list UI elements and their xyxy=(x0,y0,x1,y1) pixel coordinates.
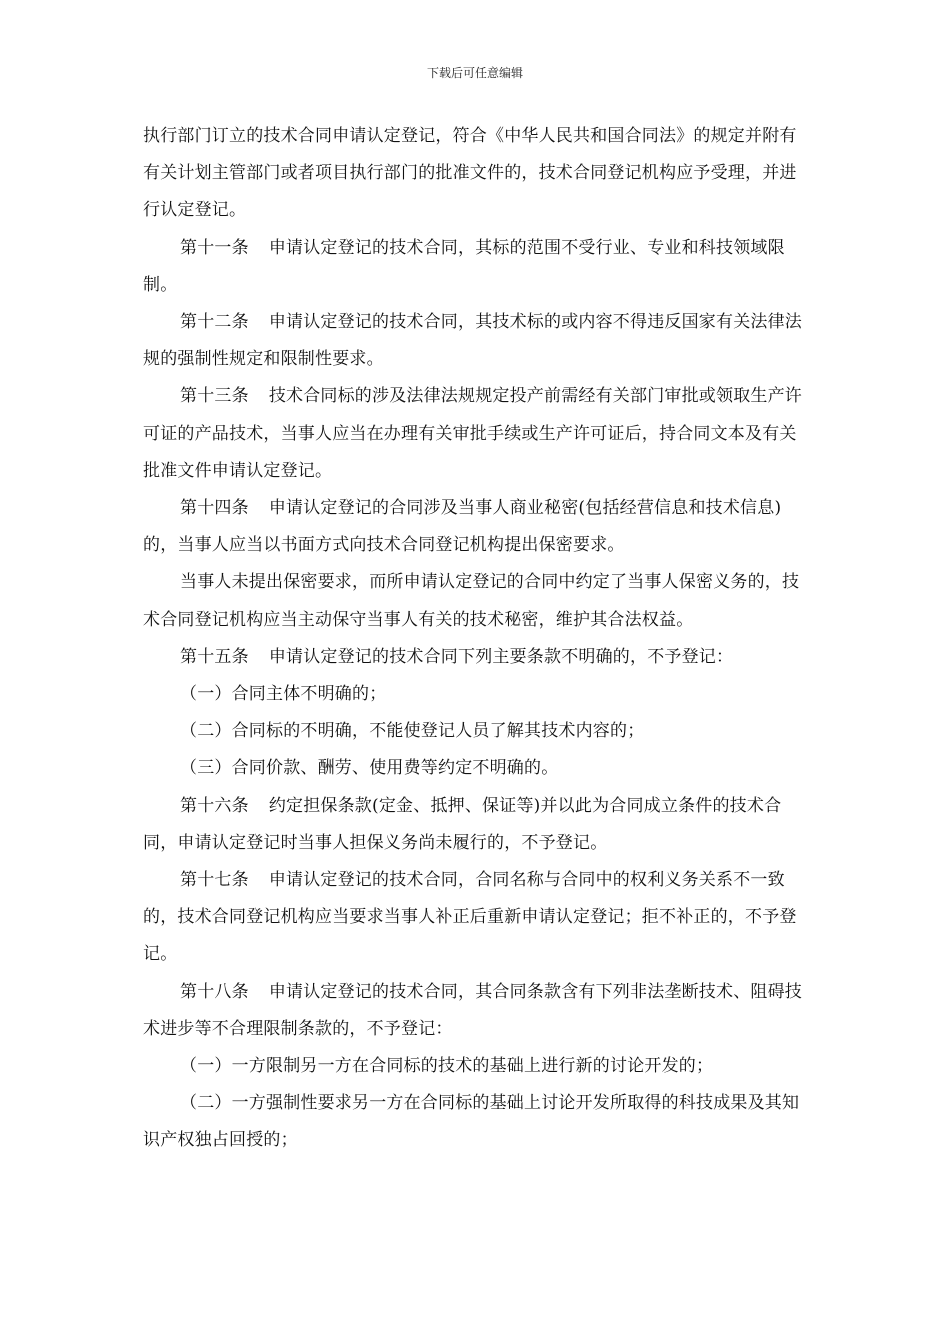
list-item: （一）一方限制另一方在合同标的技术的基础上进行新的讨论开发的； xyxy=(180,1056,714,1077)
article-number: 第十二条 xyxy=(180,312,249,333)
article-number: 第十四条 xyxy=(180,498,249,519)
article-text: 申请认定登记的技术合同，其标的范围不受行业、专业和科技领域限制。 xyxy=(143,237,785,295)
article-12 xyxy=(143,304,807,378)
article-number: 第十五条 xyxy=(180,646,249,667)
article-number: 第十一条 xyxy=(180,237,249,258)
article-text: 申请认定登记的技术合同，其技术标的或内容不得违反国家有关法律法规的强制性规定和限制性要求。 xyxy=(143,312,803,370)
article-number: 第十六条 xyxy=(180,795,249,816)
article-17 xyxy=(143,862,807,974)
article-13 xyxy=(143,378,807,490)
article-number: 第十八条 xyxy=(180,981,249,1002)
article-16 xyxy=(143,788,807,862)
list-item: （二）一方强制性要求另一方在合同标的基础上讨论开发所取得的科技成果及其知识产权独占回授的； xyxy=(143,1093,800,1151)
paragraph-continuation: 执行部门订立的技术合同申请认定登记，符合《中华人民共和国合同法》的规定并附有有关计划主管部门或者项目执行部门的批准文件的，技术合同登记机构应予受理，并进行认定登记。 xyxy=(143,126,797,221)
article-text: 申请认定登记的技术合同，其合同条款含有下列非法垄断技术、阻碍技术进步等不合理限制条款的，不予登记： xyxy=(143,981,803,1039)
list-item: （三）合同价款、酬劳、使用费等约定不明确的。 xyxy=(180,758,559,779)
article-text: 申请认定登记的技术合同下列主要条款不明确的，不予登记： xyxy=(268,646,734,667)
list-item: （一）合同主体不明确的； xyxy=(180,684,387,705)
article-number: 第十七条 xyxy=(180,870,249,891)
page-header: 下载后可任意编辑 xyxy=(426,66,523,80)
document-body xyxy=(143,118,807,1160)
article-text: 约定担保条款(定金、抵押、保证等)并以此为合同成立条件的技术合同，申请认定登记时当事人担保义务尚未履行的，不予登记。 xyxy=(143,795,782,853)
article-text: 申请认定登记的合同涉及当事人商业秘密(包括经营信息和技术信息)的，当事人应当以书面方式向技术合同登记机构提出保密要求。 xyxy=(143,498,782,556)
article-15 xyxy=(143,639,807,676)
article-14 xyxy=(143,490,807,564)
article-number: 第十三条 xyxy=(180,386,249,407)
list-item: （二）合同标的不明确，不能使登记人员了解其技术内容的； xyxy=(180,721,645,742)
article-text: 申请认定登记的技术合同，合同名称与合同中的权利义务关系不一致的，技术合同登记机构应当要求当事人补正后重新申请认定登记；拒不补正的，不予登记。 xyxy=(143,870,797,965)
article-18 xyxy=(143,974,807,1048)
article-text: 技术合同标的涉及法律法规规定投产前需经有关部门审批或领取生产许可证的产品技术，当事人应当在办理有关审批手续或生产许可证后，持合同文本及有关批准文件申请认定登记。 xyxy=(143,386,803,481)
article-14-paragraph-2: 当事人未提出保密要求，而所申请认定登记的合同中约定了当事人保密义务的，技术合同登记机构应当主动保守当事人有关的技术秘密，维护其合法权益。 xyxy=(143,572,800,630)
article-11 xyxy=(143,230,807,304)
